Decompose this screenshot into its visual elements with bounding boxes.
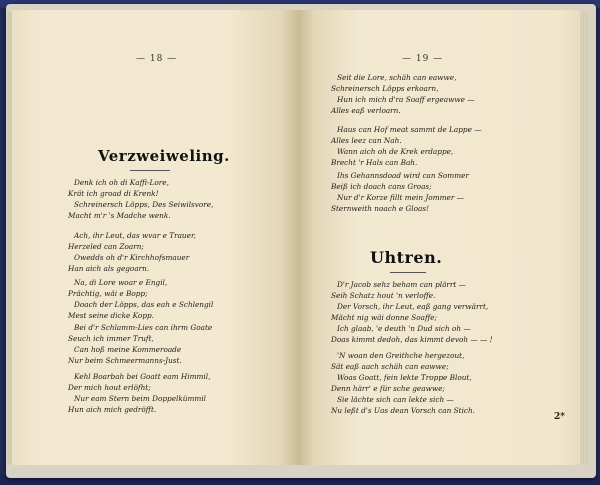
verse-line: Krät ich groad di Krenk! xyxy=(68,188,159,198)
verse-line: Ach, ihr Leut, das wvar e Trauer, xyxy=(74,231,196,240)
title-rule-right xyxy=(390,272,426,273)
poem-title-right: Uhtren. xyxy=(370,248,443,267)
verse-line: Mächt nig wäi donne Soaffe; xyxy=(331,312,437,322)
verse-line: Nur d'r Korze fillt mein Jommer — xyxy=(337,192,464,202)
left-page xyxy=(12,10,298,465)
verse-line: Seih Schatz hout 'n verloffe. xyxy=(331,290,436,300)
page-number-left: — 18 — xyxy=(136,54,178,64)
verse-line: Beiß ich doach cans Groas; xyxy=(331,181,432,191)
verse-line: Nur beim Schmeermanns-Just. xyxy=(68,355,182,365)
verse-line: Ihs Gehannsdoad wird can Sommer xyxy=(337,171,469,180)
verse-line: Hun ich mich d'ra Soaff ergeawwe — xyxy=(337,94,475,104)
verse-line: Der Vorsch, ihr Leut, eaß gang verwärrt, xyxy=(337,301,489,311)
verse-line: Alles eaß verloarn. xyxy=(331,105,401,115)
left-stanza-1 xyxy=(68,178,213,222)
verse-line: Seuch ich immer Truft, xyxy=(68,333,154,343)
left-stanza-3 xyxy=(68,278,213,322)
verse-line: Hun aich mich gedröfft. xyxy=(68,404,157,414)
verse-line: Macht m'r 's Madche wenk. xyxy=(68,210,171,220)
verse-line: Sie lächte sich can lekte sich — xyxy=(337,394,454,404)
verse-line: Schreinersch Löpps, Des Seiwilsvore, xyxy=(74,199,214,209)
verse-line: Sät eaß aach schäh can eawwe; xyxy=(331,361,449,371)
verse-line: Sternweith noach e Gloas! xyxy=(331,203,430,213)
left-stanza-5 xyxy=(68,372,210,416)
verse-line: Na, di Lore woar e Engil, xyxy=(74,278,168,287)
verse-line: Doas kimmt dedoh, das kimmt devoh — — ! xyxy=(331,334,493,344)
verse-line: Owedds oh d'r Kirchhofsmauer xyxy=(74,252,190,262)
verse-line: D'r Jacob sehz beham can plärrt — xyxy=(337,280,466,289)
right-stanza-2 xyxy=(331,125,482,169)
verse-line: Prächtig, wäi e Bopp; xyxy=(68,288,148,298)
verse-line: Wann aich oh de Krek erdappe, xyxy=(337,146,454,156)
right-stanza-4 xyxy=(331,280,493,345)
right-stanza-1 xyxy=(331,73,475,117)
right-stanza-3 xyxy=(331,171,469,215)
verse-line: Denk ich oh di Kaffi-Lore, xyxy=(74,178,169,187)
page-number-right: — 19 — xyxy=(402,54,444,64)
right-stanza-5 xyxy=(331,351,475,416)
poem-title-left: Verzweiweling. xyxy=(98,147,230,165)
verse-line: Bei d'r Schlamm-Lies can ihrm Goate xyxy=(74,323,213,332)
left-stanza-4 xyxy=(68,323,212,367)
verse-line: Seit die Lore, schäh can eawwe, xyxy=(337,73,457,82)
verse-line: Herzeled can Zoarn; xyxy=(68,241,144,251)
verse-line: Kehl Boarbah bei Goatt eam Himmil, xyxy=(74,372,211,381)
verse-line: 'N woan den Greithche hergezout, xyxy=(337,351,465,360)
verse-line: Nur eam Stern beim Doppelkümmil xyxy=(74,393,206,403)
signature-mark: 2* xyxy=(554,412,565,422)
verse-line: Woas Goatt, fein lekte Troppe Blout, xyxy=(337,372,472,382)
verse-line: Schreinersch Löpps erkoarn, xyxy=(331,83,439,93)
page-edges-right xyxy=(580,12,588,464)
right-page xyxy=(298,10,580,465)
verse-line: Doach der Löpps, das eah e Schlengil xyxy=(74,299,214,309)
verse-line: Mest seine dicke Kopp. xyxy=(68,310,154,320)
verse-line: Denn härr' e für sche geawwe; xyxy=(331,383,445,393)
title-rule-left xyxy=(130,170,170,171)
left-stanza-2 xyxy=(68,231,196,275)
verse-line: Han aich als gegoarn. xyxy=(68,263,150,273)
verse-line: Nu leßt d's Uas dean Vorsch can Stich. xyxy=(331,405,476,415)
verse-line: Brecht 'r Hals can Bah. xyxy=(331,157,418,167)
verse-line: Der mich hout erlöfht; xyxy=(68,382,151,392)
verse-line: Can hoß meine Kommeroade xyxy=(74,344,182,354)
verse-line: Haus can Hof meat sammt de Lappe — xyxy=(337,125,482,134)
verse-line: Alles leez can Nah. xyxy=(331,135,402,145)
verse-line: Ich glaab, 'e deuth 'n Dud sich oh — xyxy=(337,323,471,333)
